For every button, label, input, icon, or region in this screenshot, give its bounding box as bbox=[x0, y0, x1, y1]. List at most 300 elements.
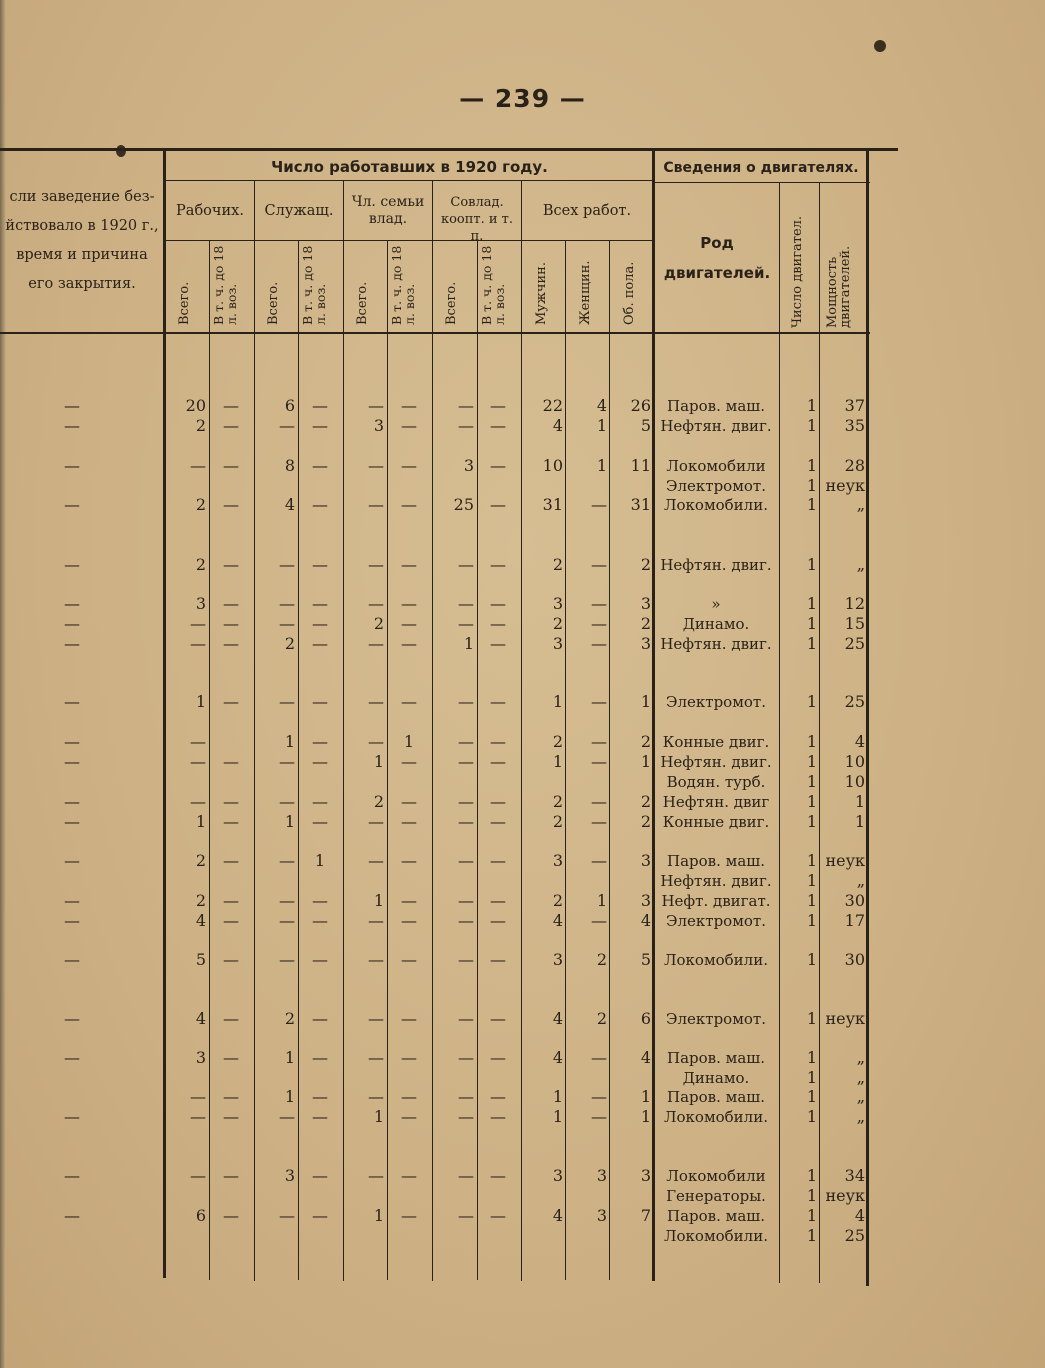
table-cell: — bbox=[64, 1206, 80, 1225]
engine-count-cell: 1 bbox=[806, 871, 817, 890]
table-cell: — bbox=[312, 594, 328, 613]
engine-power-cell: 17 bbox=[844, 911, 865, 930]
table-cell: — bbox=[223, 950, 239, 969]
table-cell: — bbox=[401, 456, 417, 475]
table-cell: — bbox=[223, 752, 239, 771]
table-cell: — bbox=[368, 495, 384, 514]
table-cell: — bbox=[401, 1107, 417, 1126]
table-cell: 4 bbox=[195, 911, 206, 930]
table-cell: — bbox=[190, 614, 206, 633]
engine-count-cell: 1 bbox=[806, 1048, 817, 1067]
table-cell: — bbox=[458, 1107, 474, 1126]
table-cell: 25 bbox=[453, 495, 474, 514]
table-cell: 2 bbox=[284, 634, 295, 653]
table-cell: — bbox=[401, 1009, 417, 1028]
table-cell: 5 bbox=[195, 950, 206, 969]
engine-count-cell: 1 bbox=[806, 614, 817, 633]
table-cell: — bbox=[279, 416, 295, 435]
table-cell: 2 bbox=[596, 1009, 607, 1028]
table-cell: 3 bbox=[284, 1166, 295, 1185]
table-cell: — bbox=[190, 1087, 206, 1106]
engine-count-cell: 1 bbox=[806, 456, 817, 475]
table-cell: 1 bbox=[596, 416, 607, 435]
page-number: — 239 — bbox=[459, 84, 586, 113]
right-table-border bbox=[866, 151, 869, 1286]
table-cell: — bbox=[64, 1107, 80, 1126]
engine-type-cell: Локомобили. bbox=[664, 1227, 768, 1245]
rule-under-engines-title bbox=[654, 182, 870, 183]
table-cell: — bbox=[279, 851, 295, 870]
table-cell: 5 bbox=[640, 950, 651, 969]
engine-count-cell: 1 bbox=[806, 1009, 817, 1028]
engine-type-cell: » bbox=[711, 595, 721, 613]
table-cell: — bbox=[490, 456, 506, 475]
engine-type-cell: Нефт. двигат. bbox=[661, 892, 771, 910]
engine-count-cell: 1 bbox=[806, 495, 817, 514]
engine-count-cell: 1 bbox=[806, 1206, 817, 1225]
table-cell: — bbox=[64, 812, 80, 831]
table-cell: — bbox=[490, 732, 506, 751]
engine-count-cell: 1 bbox=[806, 555, 817, 574]
subheader-women: Женщин. bbox=[578, 260, 593, 325]
table-cell: 26 bbox=[630, 396, 651, 415]
table-cell: 1 bbox=[640, 752, 651, 771]
table-cell: — bbox=[64, 495, 80, 514]
table-cell: — bbox=[64, 594, 80, 613]
table-cell: — bbox=[401, 752, 417, 771]
table-cell: — bbox=[64, 1009, 80, 1028]
table-cell: — bbox=[591, 1048, 607, 1067]
table-cell: — bbox=[401, 891, 417, 910]
table-cell: 1 bbox=[284, 1048, 295, 1067]
header-line: сли заведение без- bbox=[9, 189, 155, 205]
table-cell: — bbox=[312, 456, 328, 475]
table-cell: — bbox=[223, 851, 239, 870]
table-cell: 6 bbox=[195, 1206, 206, 1225]
table-cell: — bbox=[368, 634, 384, 653]
table-cell: — bbox=[458, 1206, 474, 1225]
subheader-under18: В т. ч. до 18 л. воз. bbox=[389, 245, 417, 325]
subheader-under18: В т. ч. до 18 л. воз. bbox=[211, 245, 239, 325]
table-cell: — bbox=[64, 396, 80, 415]
engine-type-cell: Конные двиг. bbox=[662, 733, 770, 751]
table-cell: — bbox=[279, 594, 295, 613]
table-cell: 31 bbox=[630, 495, 651, 514]
engine-count-cell: 1 bbox=[806, 692, 817, 711]
table-cell: — bbox=[223, 1009, 239, 1028]
engine-count-cell: 1 bbox=[806, 752, 817, 771]
table-cell: 2 bbox=[373, 792, 384, 811]
engine-type-cell: Нефтян. двиг. bbox=[660, 753, 772, 771]
engine-power-cell: 4 bbox=[854, 732, 865, 751]
table-cell: — bbox=[223, 396, 239, 415]
engine-type-cell: Локомобили bbox=[666, 457, 766, 475]
engine-type-cell: Паров. маш. bbox=[667, 397, 765, 415]
table-cell: — bbox=[458, 792, 474, 811]
table-cell: — bbox=[401, 812, 417, 831]
engine-power-cell: „ bbox=[856, 1068, 865, 1087]
table-cell: — bbox=[64, 950, 80, 969]
engine-count-cell: 1 bbox=[806, 851, 817, 870]
table-cell: 1 bbox=[314, 851, 326, 870]
table-cell: — bbox=[458, 1166, 474, 1185]
table-cell: — bbox=[190, 1166, 206, 1185]
table-cell: 1 bbox=[640, 1087, 651, 1106]
table-cell: — bbox=[223, 634, 239, 653]
engine-power-cell: 30 bbox=[844, 950, 865, 969]
table-cell: — bbox=[312, 911, 328, 930]
table-cell: — bbox=[312, 1087, 328, 1106]
table-cell: 3 bbox=[552, 950, 563, 969]
table-cell: — bbox=[223, 1048, 239, 1067]
subheader-under18: В т. ч. до 18 л. воз. bbox=[479, 245, 507, 325]
engine-count-cell: 1 bbox=[806, 772, 817, 791]
table-cell: — bbox=[490, 812, 506, 831]
table-cell: — bbox=[591, 812, 607, 831]
table-cell: — bbox=[279, 911, 295, 930]
table-cell: — bbox=[279, 891, 295, 910]
table-cell: — bbox=[490, 752, 506, 771]
table-cell: 31 bbox=[542, 495, 563, 514]
engine-count-cell: 1 bbox=[806, 634, 817, 653]
table-cell: 3 bbox=[596, 1206, 607, 1225]
table-cell: 1 bbox=[596, 456, 607, 475]
engine-count-cell: 1 bbox=[806, 792, 817, 811]
table-cell: 1 bbox=[552, 1107, 563, 1126]
engine-power-cell: 4 bbox=[854, 1206, 865, 1225]
engine-power-cell: „ bbox=[856, 871, 865, 890]
engine-type-cell: Паров. маш. bbox=[667, 1049, 765, 1067]
table-cell: — bbox=[312, 396, 328, 415]
table-cell: — bbox=[368, 812, 384, 831]
table-cell: 1 bbox=[640, 1107, 651, 1126]
table-cell: — bbox=[401, 692, 417, 711]
table-cell: 3 bbox=[640, 891, 651, 910]
table-cell: — bbox=[401, 594, 417, 613]
table-cell: — bbox=[490, 634, 506, 653]
table-cell: — bbox=[368, 692, 384, 711]
table-cell: — bbox=[64, 456, 80, 475]
table-cell: — bbox=[64, 732, 80, 751]
table-cell: 2 bbox=[195, 851, 206, 870]
table-cell: — bbox=[458, 1009, 474, 1028]
table-cell: 1 bbox=[284, 1087, 295, 1106]
table-cell: — bbox=[223, 555, 239, 574]
table-cell: 1 bbox=[552, 692, 563, 711]
table-cell: 11 bbox=[630, 456, 651, 475]
table-cell: 1 bbox=[284, 732, 295, 751]
engine-type-cell: Нефтян. двиг. bbox=[660, 635, 772, 653]
table-cell: — bbox=[223, 1107, 239, 1126]
table-cell: — bbox=[223, 692, 239, 711]
table-cell: — bbox=[591, 851, 607, 870]
table-cell: — bbox=[490, 1206, 506, 1225]
table-cell: — bbox=[279, 614, 295, 633]
table-cell: 1 bbox=[284, 812, 295, 831]
engine-type-cell: Нефтян. двиг. bbox=[660, 872, 772, 890]
engine-count-cell: 1 bbox=[806, 1186, 817, 1205]
engine-type-cell: Нефтян. двиг bbox=[662, 793, 770, 811]
group-label-employees: Служащ. bbox=[264, 203, 334, 219]
table-cell: — bbox=[223, 812, 239, 831]
table-cell: — bbox=[401, 1048, 417, 1067]
table-cell: — bbox=[223, 456, 239, 475]
engine-type-cell: Динамо. bbox=[682, 1069, 750, 1087]
table-cell: — bbox=[490, 891, 506, 910]
ink-blot bbox=[874, 40, 886, 52]
table-cell: 4 bbox=[552, 416, 563, 435]
table-cell: 3 bbox=[596, 1166, 607, 1185]
table-cell: — bbox=[490, 495, 506, 514]
engine-count-cell: 1 bbox=[806, 732, 817, 751]
engine-count-cell: 1 bbox=[806, 1107, 817, 1126]
table-cell: 3 bbox=[552, 851, 563, 870]
engine-power-cell: „ bbox=[856, 495, 865, 514]
table-cell: 3 bbox=[640, 594, 651, 613]
group-label-coowners: Совлад. коопт. и т. п. bbox=[440, 195, 514, 244]
table-cell: — bbox=[64, 792, 80, 811]
table-cell: 3 bbox=[373, 416, 384, 435]
table-cell: — bbox=[223, 1087, 239, 1106]
engine-type-cell: Нефтян. двиг. bbox=[660, 556, 772, 574]
engine-power-cell: 10 bbox=[844, 772, 865, 791]
table-cell: — bbox=[368, 1166, 384, 1185]
table-cell: — bbox=[190, 752, 206, 771]
engine-type-cell: Электромот. bbox=[666, 912, 766, 930]
table-cell: — bbox=[401, 555, 417, 574]
table-cell: 1 bbox=[552, 1087, 563, 1106]
table-cell: — bbox=[312, 752, 328, 771]
engine-power-cell: „ bbox=[856, 1087, 865, 1106]
engine-power-cell: 10 bbox=[844, 752, 865, 771]
table-cell: — bbox=[490, 614, 506, 633]
table-cell: 4 bbox=[552, 1206, 563, 1225]
subheader-both: Об. пола. bbox=[622, 261, 637, 325]
engine-power-cell: 37 bbox=[844, 396, 865, 415]
table-cell: 3 bbox=[640, 851, 651, 870]
subheader-total: Всего. bbox=[177, 281, 192, 325]
table-cell: 2 bbox=[552, 812, 563, 831]
table-cell: — bbox=[490, 555, 506, 574]
engine-type-header: Род двигателей. bbox=[663, 234, 771, 282]
table-cell: — bbox=[368, 1009, 384, 1028]
engine-power-header: Мощность двигателей. bbox=[825, 245, 853, 328]
table-cell: — bbox=[64, 752, 80, 771]
table-cell: — bbox=[490, 396, 506, 415]
table-cell: — bbox=[591, 792, 607, 811]
table-cell: — bbox=[312, 692, 328, 711]
engine-power-cell: 25 bbox=[844, 692, 865, 711]
engine-power-cell: 1 bbox=[854, 812, 865, 831]
engine-type-cell: Водян. турб. bbox=[666, 773, 766, 791]
table-cell: — bbox=[591, 1107, 607, 1126]
table-cell: — bbox=[368, 555, 384, 574]
engine-type-cell: Паров. маш. bbox=[667, 1088, 765, 1106]
engine-type-cell: Конные двиг. bbox=[662, 813, 770, 831]
engine-power-cell: 15 bbox=[844, 614, 865, 633]
table-cell: — bbox=[591, 1087, 607, 1106]
table-cell: — bbox=[368, 456, 384, 475]
table-cell: 2 bbox=[195, 555, 206, 574]
table-cell: 1 bbox=[373, 752, 384, 771]
table-cell: — bbox=[223, 495, 239, 514]
table-cell: — bbox=[401, 634, 417, 653]
engine-count-cell: 1 bbox=[806, 594, 817, 613]
table-cell: — bbox=[312, 614, 328, 633]
engine-count-cell: 1 bbox=[806, 476, 817, 495]
table-cell: 5 bbox=[640, 416, 651, 435]
table-cell: 1 bbox=[373, 1107, 384, 1126]
table-cell: — bbox=[312, 950, 328, 969]
table-cell: — bbox=[368, 1048, 384, 1067]
engine-type-cell: Электромот. bbox=[666, 693, 766, 711]
table-cell: 4 bbox=[552, 911, 563, 930]
table-cell: 4 bbox=[596, 396, 607, 415]
engine-type-cell: Электромот. bbox=[666, 1010, 766, 1028]
table-cell: — bbox=[591, 495, 607, 514]
table-cell: 4 bbox=[284, 495, 295, 514]
table-cell: 1 bbox=[463, 634, 474, 653]
table-cell: 1 bbox=[552, 752, 563, 771]
table-cell: — bbox=[401, 396, 417, 415]
table-cell: — bbox=[64, 891, 80, 910]
table-cell: — bbox=[312, 891, 328, 910]
table-cell: — bbox=[490, 1166, 506, 1185]
subheader-total: Всего. bbox=[444, 281, 459, 325]
subheader-total: Всего. bbox=[355, 281, 370, 325]
table-cell: — bbox=[312, 1166, 328, 1185]
engines-title: Сведения о двигателях. bbox=[663, 160, 859, 176]
table-cell: — bbox=[223, 1166, 239, 1185]
table-cell: — bbox=[368, 851, 384, 870]
table-cell: — bbox=[490, 692, 506, 711]
table-cell: 4 bbox=[640, 1048, 651, 1067]
table-cell: 1 bbox=[195, 692, 206, 711]
engine-count-cell: 1 bbox=[806, 911, 817, 930]
table-cell: 2 bbox=[640, 812, 651, 831]
engine-power-cell: 34 bbox=[844, 1166, 865, 1185]
table-cell: 20 bbox=[185, 396, 206, 415]
table-cell: 22 bbox=[542, 396, 563, 415]
table-cell: — bbox=[64, 1166, 80, 1185]
table-cell: — bbox=[223, 594, 239, 613]
table-cell: — bbox=[458, 555, 474, 574]
table-cell: — bbox=[401, 792, 417, 811]
header-line: его закрытия. bbox=[28, 276, 136, 292]
table-cell: 2 bbox=[640, 555, 651, 574]
header-line: время и причина bbox=[16, 247, 148, 263]
table-cell: 1 bbox=[403, 732, 415, 751]
table-cell: 6 bbox=[284, 396, 295, 415]
engine-power-cell: 25 bbox=[844, 634, 865, 653]
table-cell: 2 bbox=[284, 1009, 295, 1028]
table-cell: — bbox=[401, 614, 417, 633]
table-cell: 2 bbox=[640, 614, 651, 633]
engine-type-cell: Электромот. bbox=[666, 477, 766, 495]
table-cell: — bbox=[190, 1107, 206, 1126]
table-cell: — bbox=[64, 1048, 80, 1067]
table-cell: — bbox=[312, 1107, 328, 1126]
table-cell: — bbox=[458, 950, 474, 969]
table-cell: — bbox=[490, 1087, 506, 1106]
table-cell: — bbox=[401, 1206, 417, 1225]
table-cell: 4 bbox=[552, 1009, 563, 1028]
table-cell: — bbox=[490, 416, 506, 435]
subheader-men: Мужчин. bbox=[534, 262, 549, 325]
table-cell: — bbox=[401, 1166, 417, 1185]
group-label-all: Всех работ. bbox=[542, 203, 632, 219]
rule-under-workers-title bbox=[166, 180, 653, 181]
table-cell: — bbox=[591, 594, 607, 613]
table-cell: — bbox=[368, 594, 384, 613]
table-cell: 2 bbox=[596, 950, 607, 969]
group-label-workers: Рабочих. bbox=[176, 203, 244, 219]
table-cell: 3 bbox=[640, 634, 651, 653]
table-cell: — bbox=[591, 555, 607, 574]
table-cell: — bbox=[312, 1048, 328, 1067]
table-cell: — bbox=[279, 692, 295, 711]
table-cell: 1 bbox=[596, 891, 607, 910]
table-cell: — bbox=[458, 692, 474, 711]
table-cell: 2 bbox=[640, 732, 651, 751]
table-cell: — bbox=[401, 950, 417, 969]
engine-power-cell: неук bbox=[825, 1186, 865, 1205]
engine-power-cell: „ bbox=[856, 1048, 865, 1067]
subheader-under18: В т. ч. до 18 л. воз. bbox=[300, 245, 328, 325]
table-cell: 6 bbox=[640, 1009, 651, 1028]
engine-power-cell: 28 bbox=[844, 456, 865, 475]
table-cell: — bbox=[279, 950, 295, 969]
table-cell: 3 bbox=[640, 1166, 651, 1185]
engine-power-cell: 35 bbox=[844, 416, 865, 435]
table-cell: 2 bbox=[552, 732, 563, 751]
table-cell: — bbox=[490, 851, 506, 870]
table-cell: — bbox=[279, 792, 295, 811]
table-cell: — bbox=[190, 732, 206, 751]
table-cell: 3 bbox=[552, 594, 563, 613]
engine-type-cell: Локомобили. bbox=[664, 951, 768, 969]
ink-blot bbox=[116, 145, 126, 157]
table-cell: — bbox=[458, 396, 474, 415]
engine-type-cell: Локомобили bbox=[666, 1167, 766, 1185]
rule-under-group-labels bbox=[166, 240, 653, 241]
table-cell: — bbox=[458, 851, 474, 870]
table-cell: — bbox=[64, 614, 80, 633]
table-top-rule bbox=[0, 148, 898, 151]
table-cell: 1 bbox=[373, 891, 384, 910]
table-cell: — bbox=[279, 555, 295, 574]
closure-info-header bbox=[0, 183, 164, 299]
table-cell: — bbox=[312, 1206, 328, 1225]
engine-type-cell: Генераторы. bbox=[666, 1187, 766, 1205]
table-cell: — bbox=[458, 1048, 474, 1067]
table-cell: — bbox=[591, 614, 607, 633]
table-cell: — bbox=[312, 555, 328, 574]
header-bottom-rule bbox=[0, 332, 870, 334]
engine-count-cell: 1 bbox=[806, 1226, 817, 1245]
table-cell: — bbox=[401, 416, 417, 435]
table-cell: — bbox=[190, 792, 206, 811]
engine-count-cell: 1 bbox=[806, 812, 817, 831]
table-cell: 1 bbox=[373, 1206, 384, 1225]
table-cell: — bbox=[490, 911, 506, 930]
table-cell: — bbox=[591, 911, 607, 930]
table-cell: — bbox=[458, 812, 474, 831]
table-cell: — bbox=[368, 1087, 384, 1106]
engine-count-header: Число двигател. bbox=[790, 215, 805, 328]
table-cell: — bbox=[64, 851, 80, 870]
table-cell: — bbox=[490, 950, 506, 969]
